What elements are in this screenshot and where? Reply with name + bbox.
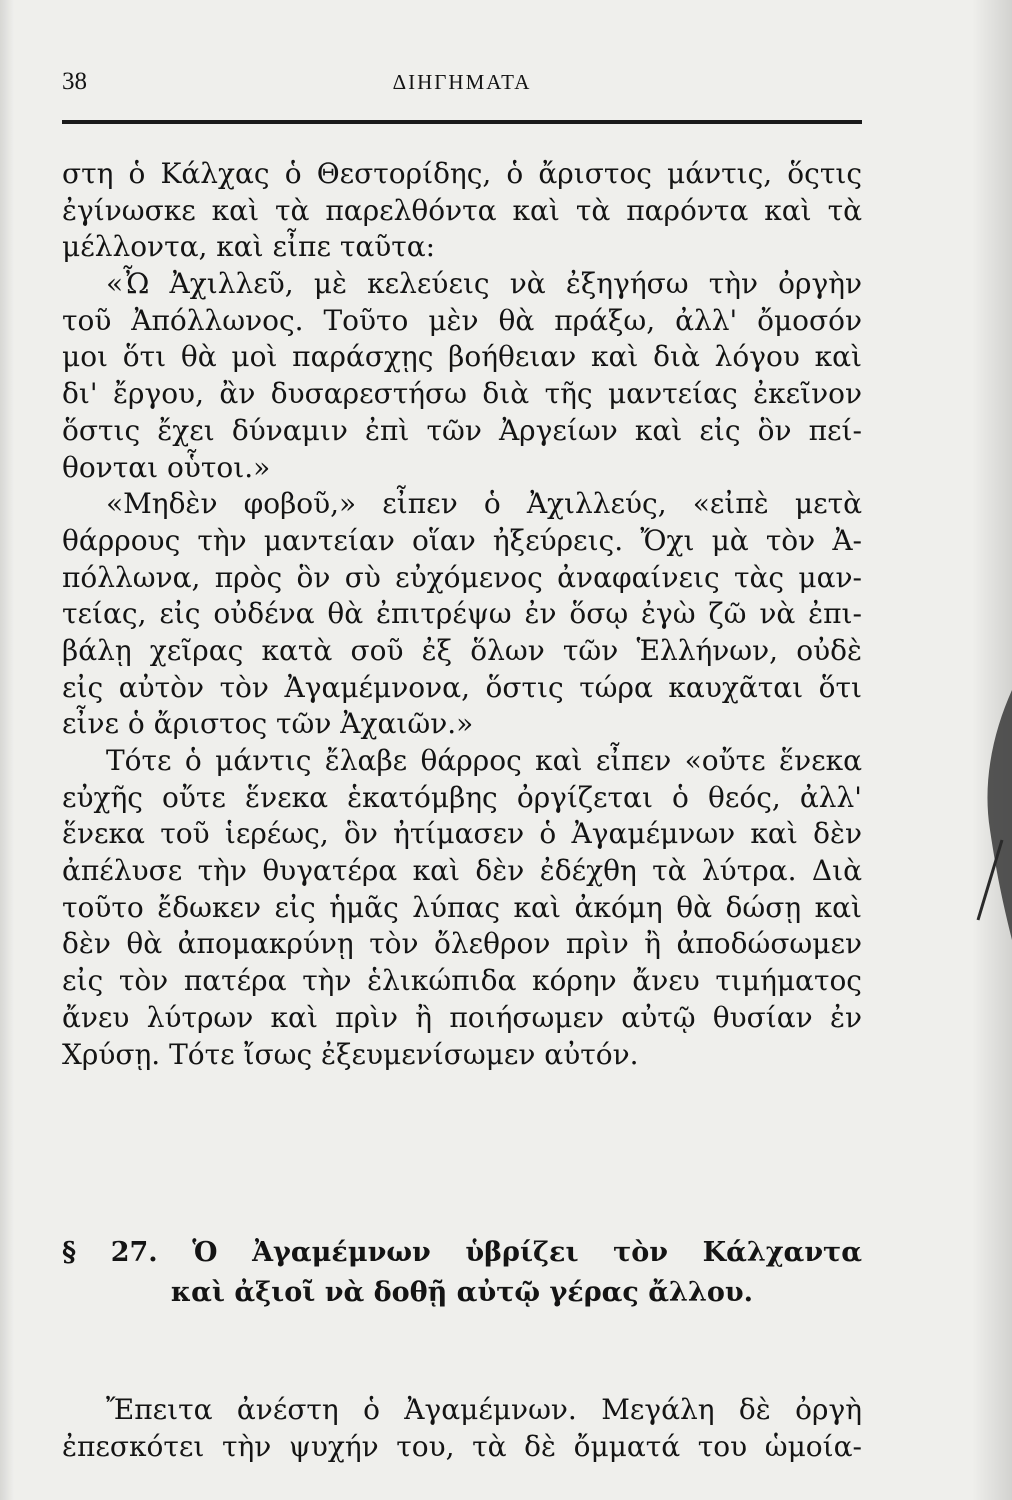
text-line: ἄνευ λύτρων καὶ πρὶν ἢ ποιήσωμεν αὐτῷ θυσίαν ἐν: [62, 1000, 862, 1034]
section-heading: [62, 1233, 862, 1313]
body-text: [62, 156, 862, 1073]
running-head: ΔΙΗΓΗΜΑΤΑ: [392, 70, 532, 94]
page-gutter-shadow: [0, 0, 14, 1500]
text-line: δι' ἔργου, ἂν δυσαρεστήσω διὰ τῆς μαντείας ἐκεῖνον: [62, 377, 862, 411]
text-line: ἐπεσκότει τὴν ψυχήν του, τὰ δὲ ὄμματά του ὡμοία-: [62, 1429, 862, 1463]
text-line: βάλῃ χεῖρας κατὰ σοῦ ἐξ ὅλων τῶν Ἑλλήνων, οὐδὲ: [62, 633, 862, 667]
text-line: Ἔπειτα ἀνέστη ὁ Ἀγαμέμνων. Μεγάλη δὲ ὀργὴ: [106, 1393, 862, 1426]
text-line: τοῦτο ἔδωκεν εἰς ἡμᾶς λύπας καὶ ἀκόμη θὰ δώσῃ καὶ: [62, 890, 862, 924]
text-line: θάρρους τὴν μαντείαν οἵαν ἠξεύρεις. Ὄχι μὰ τὸν Ἀ-: [62, 523, 862, 557]
text-line: ἐγίνωσκε καὶ τὰ παρελθόντα καὶ τὰ παρόντα καὶ τὰ: [62, 193, 862, 227]
text-line: εὐχῆς οὔτε ἕνεκα ἑκατόμβης ὀργίζεται ὁ θεός, ἀλλ': [62, 780, 862, 814]
text-line: μοι ὅτι θὰ μοὶ παράσχῃς βοήθειαν καὶ διὰ λόγου καὶ: [62, 340, 862, 374]
text-line: εἰς τὸν πατέρα τὴν ἑλικώπιδα κόρην ἄνευ τιμήματος: [62, 964, 862, 998]
text-line: «Ὦ Ἀχιλλεῦ, μὲ κελεύεις νὰ ἐξηγήσω τὴν ὀργὴν: [106, 267, 862, 301]
section-body-text: [62, 1392, 862, 1465]
header-rule: [62, 120, 862, 124]
text-line: Χρύσῃ. Τότε ἴσως ἐξευμενίσωμεν αὐτόν.: [62, 1037, 639, 1071]
text-line: στη ὁ Κάλχας ὁ Θεστορίδης, ὁ ἄριστος μάντις, ὅςτις: [62, 157, 862, 190]
pressed-leaf-stain: [972, 690, 1012, 940]
text-line: εἶνε ὁ ἄριστος τῶν Ἀχαιῶν.»: [62, 707, 474, 741]
text-line: τοῦ Ἀπόλλωνος. Τοῦτο μὲν θὰ πράξω, ἀλλ' ὄμοσόν: [62, 303, 862, 337]
text-line: εἰς αὐτὸν τὸν Ἀγαμέμνονα, ὅστις τώρα καυχᾶται ὅτι: [62, 670, 862, 704]
text-line: ὅστις ἔχει δύναμιν ἐπὶ τῶν Ἀργείων καὶ εἰς ὃν πεί-: [62, 413, 862, 447]
page-number: 38: [62, 68, 87, 95]
text-line: δὲν θὰ ἀπομακρύνῃ τὸν ὄλεθρον πρὶν ἢ ἀποδώσωμεν: [62, 927, 862, 961]
text-line: μέλλοντα, καὶ εἶπε ταῦτα:: [62, 230, 436, 264]
text-line: τείας, εἰς οὐδένα θὰ ἐπιτρέψω ἐν ὅσῳ ἐγὼ ζῶ νὰ ἐπι-: [62, 597, 862, 631]
text-line: Τότε ὁ μάντις ἔλαβε θάρρος καὶ εἶπεν «οὔτε ἕνεκα: [106, 744, 862, 777]
text-line: θονται οὗτοι.»: [62, 450, 271, 484]
section-heading-line: § 27. Ὁ Ἀγαμέμνων ὑβρίζει τὸν Κάλχαντα: [62, 1237, 862, 1268]
page-header: [62, 68, 862, 108]
section-heading-line: καὶ ἀξιοῖ νὰ δοθῇ αὐτῷ γέρας ἄλλου.: [170, 1277, 754, 1308]
text-line: «Μηδὲν φοβοῦ,» εἶπεν ὁ Ἀχιλλεύς, «εἰπὲ μετὰ: [106, 487, 862, 521]
text-line: ἀπέλυσε τὴν θυγατέρα καὶ δὲν ἐδέχθη τὰ λύτρα. Διὰ: [62, 854, 862, 888]
text-line: πόλλωνα, πρὸς ὃν σὺ εὐχόμενος ἀναφαίνεις τὰς μαν-: [62, 560, 862, 594]
text-line: ἕνεκα τοῦ ἱερέως, ὃν ἠτίμασεν ὁ Ἀγαμέμνων καὶ δὲν: [62, 817, 862, 851]
